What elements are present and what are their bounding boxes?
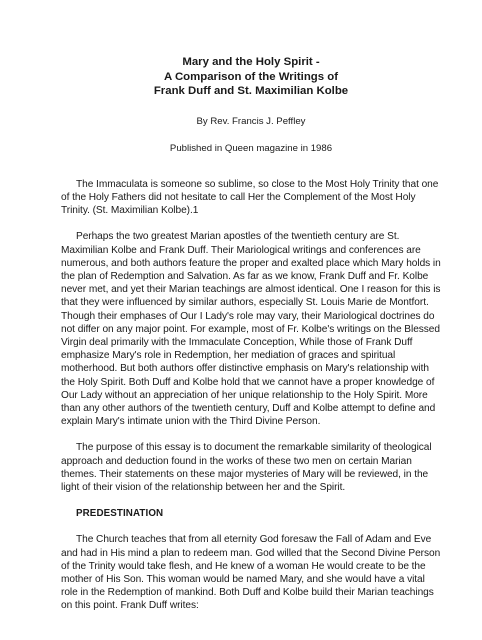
paragraph-3: The purpose of this essay is to document the remarkable similarity of theological approach and deduction found in the works of these two men on certain Marian themes. Their statements on these major mysteries of Mary will be reviewed, in the light of their vision of the relationship between her and the Spirit. bbox=[61, 442, 432, 494]
title-line-1: Mary and the Holy Spirit - bbox=[182, 56, 320, 68]
document-title bbox=[61, 55, 441, 99]
paragraph-2: Perhaps the two greatest Marian apostles of the twentieth century are St. Maximilian Kolbe and Frank Duff. Their Mariological writings and conferences are numerous, and both authors feature the proper and exalted place which Mary holds in the plan of Redemption and Salvation. As far as we know, Frank Duff and Fr. Kolbe never met, and yet their Marian teachings are almost identical. One I reason for this is that they were influenced by similar authors, especially St. Louis Marie de Montfort. Though their emphases of Our I Lady's role may vary, their Mariological doctrines do not differ on any major point. For example, most of Fr. Kolbe's writings on the Blessed Virgin deal primarily with the Immaculate Conception, While those of Frank Duff emphasize Mary's role in Redemption, her mediation of graces and spiritual motherhood. But both authors offer distinctive emphasis on Mary's relationship with the Holy Spirit. Both Duff and Kolbe hold that we cannot have a proper knowledge of Our Lady without an appreciation of her unique relationship to the Holy Spirit. More than any other authors of the twentieth century, Duff and Kolbe attempt to define and explain Mary's intimate union with the Third Divine Person. bbox=[61, 231, 441, 428]
title-line-3: Frank Duff and St. Maximilian Kolbe bbox=[153, 85, 349, 98]
paragraph-4: The Church teaches that from all eternity God foresaw the Fall of Adam and Eve and had in His mind a plan to redeem man. God willed that the Second Divine Person of the Trinity would take flesh, and He knew of a woman He would create to be the mother of His Son. This woman would be named Mary, and she would have a vital role in the Redemption of mankind. Both Duff and Kolbe build their Marian teachings on this point. Frank Duff writes: bbox=[61, 534, 441, 612]
publication-note: Published in Queen magazine in 1986 bbox=[169, 142, 333, 154]
paragraph-1: The Immaculata is someone so sublime, so close to the Most Holy Trinity that one of the Holy Fathers did not hesitate to call Her the Complement of the Most Holy Trinity. (St. Maximilian Kolbe).1 bbox=[61, 178, 439, 217]
section-heading: PREDESTINATION bbox=[76, 508, 164, 520]
document-body bbox=[61, 55, 441, 626]
title-line-2: A Comparison of the Writings of bbox=[163, 70, 339, 83]
author-byline: By Rev. Francis J. Peffley bbox=[196, 115, 306, 127]
